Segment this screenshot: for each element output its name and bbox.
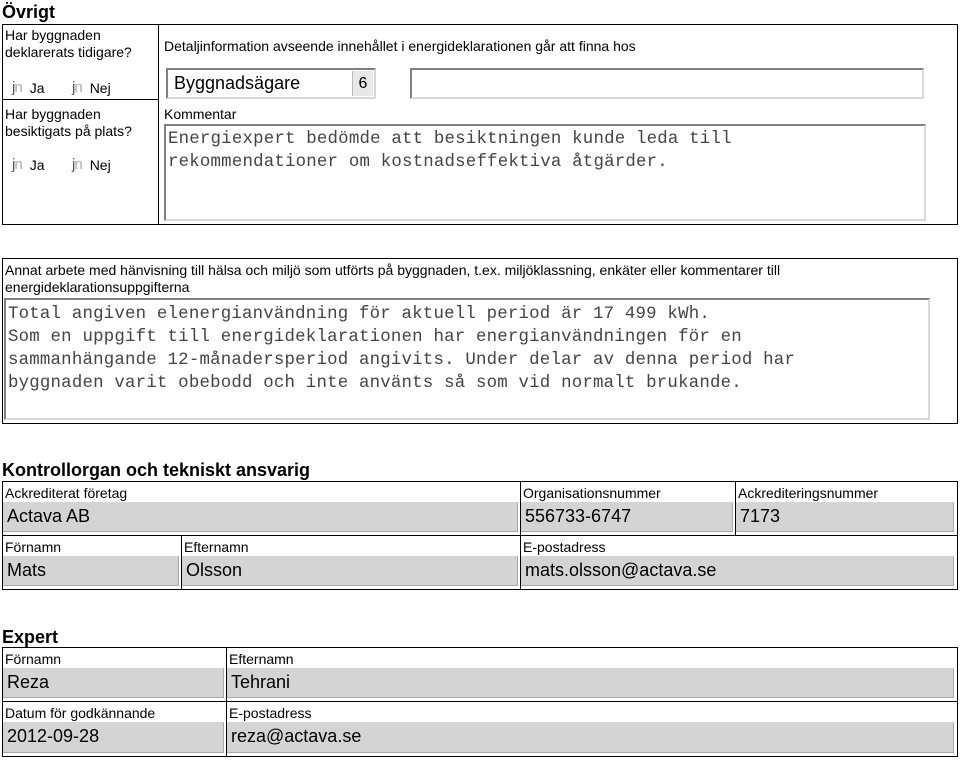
approval-date-field[interactable]: 2012-09-28 bbox=[3, 722, 224, 753]
radio-icon: jn bbox=[12, 79, 22, 96]
q2-radio-nej-label: Nej bbox=[89, 156, 111, 173]
annat-line: sammanhängande 12-månadersperiod angivits. Under delar av denna period har bbox=[8, 351, 796, 370]
q2-radio-nej[interactable] bbox=[72, 156, 111, 173]
q1-radio-ja-label: Ja bbox=[29, 79, 45, 96]
detail-select-value: Byggnadsägare bbox=[174, 73, 301, 93]
firstname-label: Förnamn bbox=[5, 539, 62, 555]
q1-label: Har byggnaden deklarerats tidigare? bbox=[5, 27, 132, 60]
expert-email-field[interactable]: reza@actava.se bbox=[227, 722, 954, 753]
lastname-label: Efternamn bbox=[184, 539, 249, 555]
detail-select[interactable] bbox=[166, 68, 376, 99]
expert-heading: Expert bbox=[2, 627, 59, 647]
q1-radio-ja[interactable] bbox=[12, 79, 44, 96]
radio-icon: jn bbox=[72, 79, 82, 96]
kontroll-heading: Kontrollorgan och tekniskt ansvarig bbox=[2, 460, 311, 480]
comment-line: Energiexpert bedömde att besiktningen kunde leda till bbox=[168, 130, 732, 149]
firstname-field[interactable]: Mats bbox=[3, 556, 179, 586]
expert-lastname-label: Efternamn bbox=[229, 651, 294, 667]
detail-label: Detaljinformation avseende innehållet i energideklarationen går att finna hos bbox=[164, 38, 636, 54]
company-label: Ackrediterat företag bbox=[5, 485, 128, 501]
expert-email-label: E-postadress bbox=[229, 705, 312, 721]
q1-radio-nej-label: Nej bbox=[89, 79, 111, 96]
kontroll-row-divider bbox=[2, 535, 958, 536]
expert-firstname-field[interactable]: Reza bbox=[3, 668, 224, 698]
company-field[interactable]: Actava AB bbox=[3, 502, 518, 532]
expert-row-divider bbox=[2, 701, 958, 702]
email-field[interactable]: mats.olsson@actava.se bbox=[521, 556, 954, 586]
org-number-field[interactable]: 556733-6747 bbox=[521, 502, 733, 532]
radio-icon: jn bbox=[72, 156, 82, 173]
ovrigt-heading: Övrigt bbox=[2, 2, 56, 22]
q2-label: Har byggnaden besiktigats på plats? bbox=[5, 106, 132, 139]
annat-line: Total angiven elenergianvändning för aktuell period är 17 499 kWh. bbox=[8, 305, 710, 324]
accreditation-label: Ackrediteringsnummer bbox=[738, 485, 879, 501]
ovrigt-divider bbox=[158, 24, 159, 225]
org-number-label: Organisationsnummer bbox=[523, 485, 661, 501]
approval-date-label: Datum för godkännande bbox=[5, 705, 156, 721]
annat-label-line: energideklarationsuppgifterna bbox=[5, 279, 190, 295]
comment-line: rekommendationer om kostnadseffektiva åtgärder. bbox=[168, 153, 668, 172]
comment-textarea[interactable] bbox=[164, 124, 926, 221]
annat-label-line: Annat arbete med hänvisning till hälsa och miljö som utförts på byggnaden, t.ex. miljöklassning, enkäter eller kommentarer till bbox=[5, 262, 781, 278]
expert-firstname-label: Förnamn bbox=[5, 651, 62, 667]
q2-radio-ja[interactable] bbox=[12, 156, 44, 173]
lastname-field[interactable]: Olsson bbox=[182, 556, 518, 586]
dropdown-button-icon[interactable]: 6 bbox=[352, 71, 373, 96]
email-label: E-postadress bbox=[523, 539, 606, 555]
q2-radio-ja-label: Ja bbox=[29, 156, 45, 173]
q1-radio-nej[interactable] bbox=[72, 79, 111, 96]
detail-text-field[interactable] bbox=[410, 68, 924, 99]
accreditation-field[interactable]: 7173 bbox=[736, 502, 954, 532]
ovrigt-q-divider bbox=[2, 99, 158, 100]
expert-lastname-field[interactable]: Tehrani bbox=[227, 668, 954, 698]
annat-line: byggnaden varit obebodd och inte använts så som vid normalt brukande. bbox=[8, 374, 742, 393]
comment-label: Kommentar bbox=[164, 106, 237, 122]
annat-textarea[interactable] bbox=[4, 298, 930, 420]
radio-icon: jn bbox=[12, 156, 22, 173]
annat-line: Som en uppgift till energideklarationen har energianvändningen för en bbox=[8, 328, 742, 347]
annat-label bbox=[5, 262, 955, 296]
